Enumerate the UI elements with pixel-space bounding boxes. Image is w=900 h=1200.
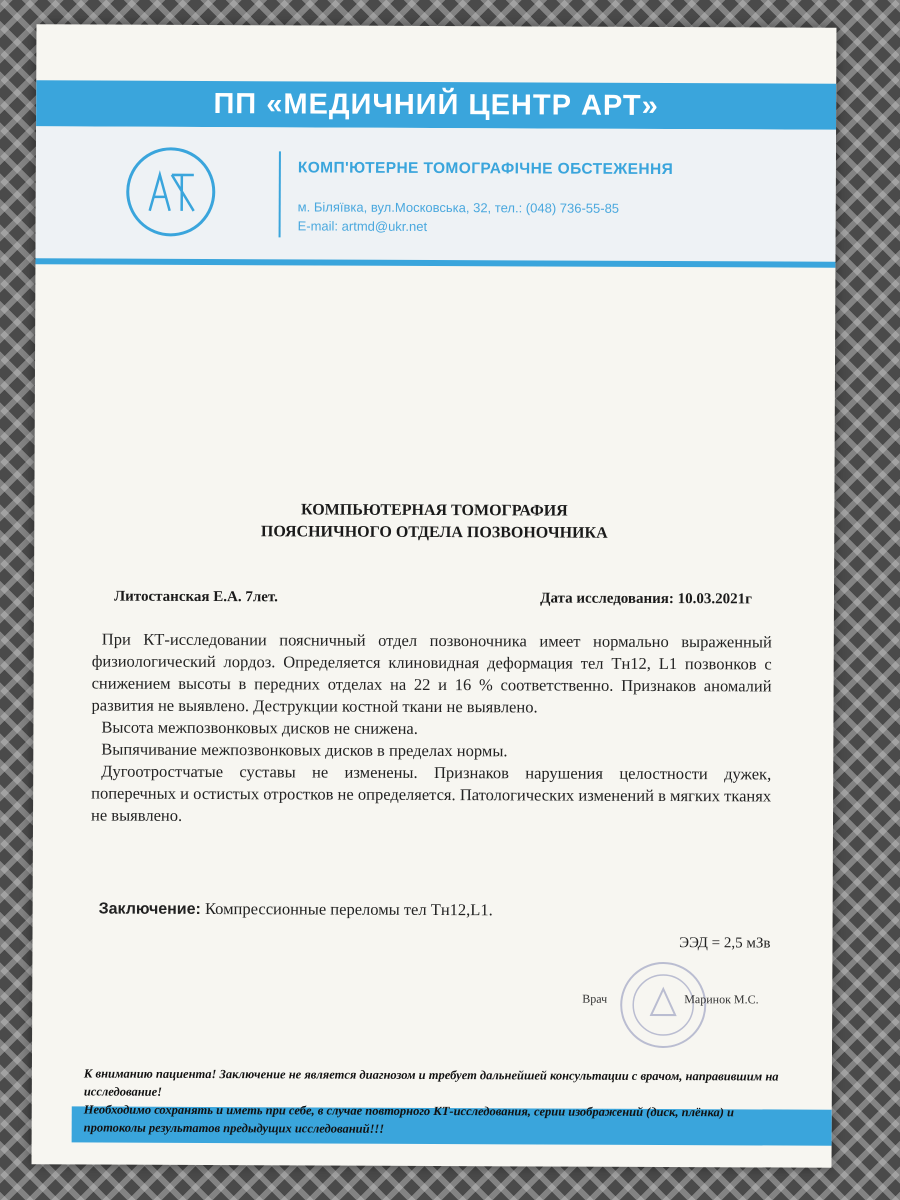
doctor-label: Врач	[582, 991, 608, 1006]
exam-date: Дата исследования: 10.03.2021г	[540, 590, 753, 608]
title-line-2: ПОЯСНИЧНОГО ОТДЕЛА ПОЗВОНОЧНИКА	[260, 523, 608, 542]
service-subtitle: КОМП'ЮТЕРНЕ ТОМОГРАФІЧНЕ ОБСТЕЖЕННЯ	[297, 159, 674, 179]
title-line-1: КОМПЬЮТЕРНАЯ ТОМОГРАФИЯ	[300, 501, 568, 520]
report-paragraph: При КТ-исследовании поясничный отдел позвоночника имеет нормально выраженный физиологический лордоз. Определяется клиновидная деформация тел Тн12, L1 позвонков с снижением высоты в передних отделах на 22 и 16 % соответственно. Признаков аномалий развития не выявлено. Деструкции костной ткани не выявлено.	[91, 629, 772, 717]
doctor-name: Маринок М.С.	[684, 992, 759, 1007]
report-body	[91, 629, 772, 830]
clinic-email[interactable]: E-mail: artmd@ukr.net	[297, 218, 428, 234]
report-paragraph: Дугоотростчатые суставы не изменены. Признаков нарушения целостности дужек, поперечных и остистых отростков не определяется. Патологических изменений в мягких тканях не выявлено.	[90, 761, 772, 825]
notice-line-2: Необходимо сохранять и иметь при себе, в случае повторного КТ-исследования, серии изображений (диск, плёнка) и протоколы результатов предыдущих исследований!!!	[83, 1102, 735, 1136]
conclusion	[99, 899, 493, 921]
patient-notice	[84, 1064, 784, 1139]
clinic-address: м. Біляївка, вул.Московська, 32, тел.: (048) 736-55-85	[297, 199, 620, 216]
report-paragraph: Выпячивание межпозвонковых дисков в пределах нормы.	[101, 739, 508, 761]
document-title	[34, 498, 834, 545]
conclusion-text: Компрессионные переломы тел Тн12,L1.	[200, 898, 493, 920]
report-paragraph: Высота межпозвонковых дисков не снижена.	[101, 717, 418, 738]
clinic-logo-icon	[124, 145, 218, 239]
patient-name: Литостанская Е.А. 7лет.	[113, 588, 278, 606]
conclusion-label: Заключение:	[98, 900, 201, 918]
radiation-dose: ЭЭД = 2,5 мЗв	[679, 935, 771, 952]
document-page	[32, 24, 837, 1167]
org-name-banner: ПП «МЕДИЧНИЙ ЦЕНТР АРТ»	[36, 80, 836, 129]
header-vertical-divider	[279, 151, 281, 237]
notice-line-1: К вниманию пациента! Заключение не является диагнозом и требует дальнейшей консультации с врачом, направившим на исследование!	[83, 1066, 779, 1099]
